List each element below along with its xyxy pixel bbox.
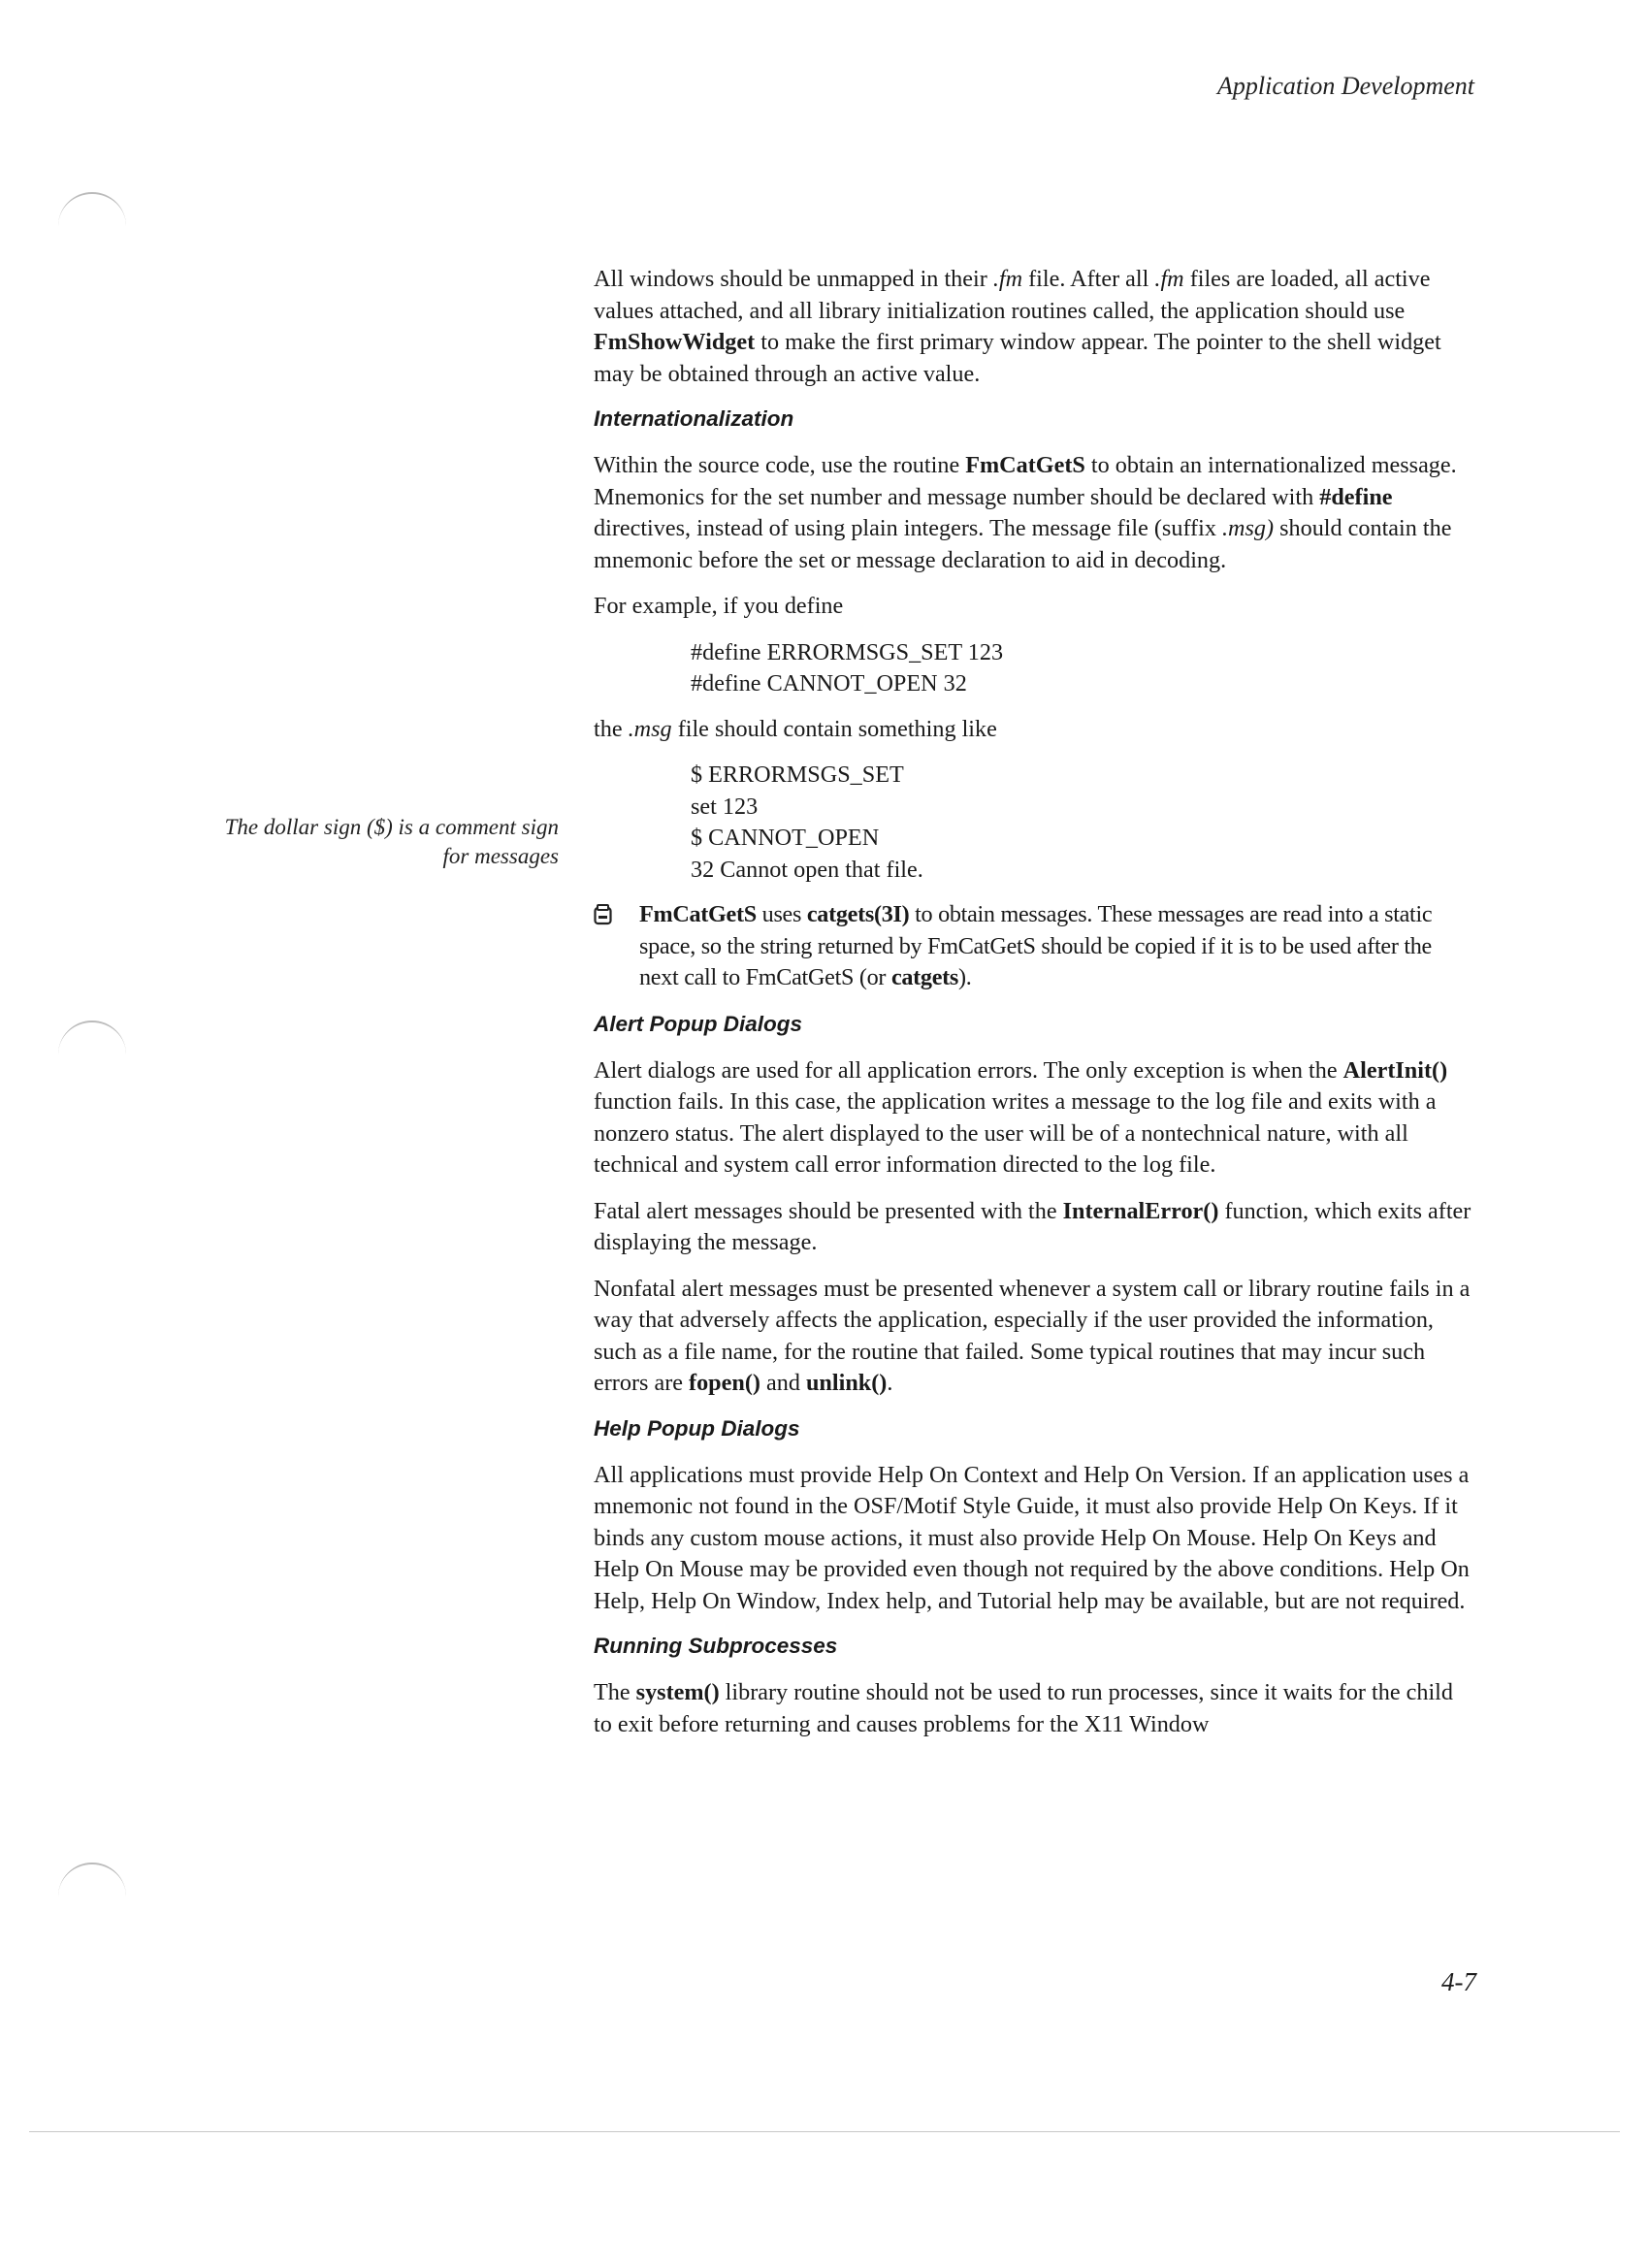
punch-hole-mark xyxy=(58,192,126,252)
i18n-paragraph: Within the source code, use the routine FmCatGetS to obtain an internationalized message. Mnemonics for the set number and message number should be declared with #define directives, instead of using plain integers. The message file (suffix .msg) should contain the mnemonic before the set or message declaration to aid in decoding. xyxy=(594,452,1457,573)
code-line: #define CANNOT_OPEN 32 xyxy=(691,670,967,697)
nonfatal-alert-paragraph: Nonfatal alert messages must be presented whenever a system call or library routine fails in a way that adversely affects the application, especially if the user provided the information, such as a file name, for the routine that failed. Some typical routines that may incur such errors are fopen() and unlink(). xyxy=(594,1275,1471,1396)
footer-rule xyxy=(29,2131,1620,2132)
section-heading-alert: Alert Popup Dialogs xyxy=(594,1011,803,1036)
page-number: 4-7 xyxy=(1441,1967,1476,1996)
section-heading-help: Help Popup Dialogs xyxy=(594,1415,800,1441)
note-text: FmCatGetS uses catgets(3I) to obtain messages. These messages are read into a static space, so the string returned by FmCatGetS should be copied if it is to be used after the next call to FmCatGetS (or catgets). xyxy=(639,901,1433,990)
note-icon xyxy=(594,899,639,994)
main-content xyxy=(594,264,1471,1755)
running-header: Application Development xyxy=(1217,72,1474,100)
msg-file-intro: the .msg file should contain something like xyxy=(594,715,997,742)
code-line: #define ERRORMSGS_SET 123 xyxy=(691,638,1004,665)
fatal-alert-paragraph: Fatal alert messages should be presented with the InternalError() function, which exits after displaying the message. xyxy=(594,1197,1471,1255)
intro-paragraph: All windows should be unmapped in their .fm file. After all .fm files are loaded, all active values attached, and all library initialization routines called, the application should use FmShowWidget to make the first primary window appear. The pointer to the shell widget may be obtained through an active value. xyxy=(594,266,1441,387)
code-line: $ ERRORMSGS_SET xyxy=(691,761,904,788)
subprocess-paragraph: The system() library routine should not be used to run processes, since it waits for the child to exit before returning and causes problems for the X11 Window xyxy=(594,1679,1453,1737)
code-block-define xyxy=(691,637,1471,700)
punch-hole-mark xyxy=(58,1863,126,1923)
code-line: 32 Cannot open that file. xyxy=(691,856,923,883)
code-block-msg xyxy=(691,760,1471,886)
code-line: set 123 xyxy=(691,793,759,820)
margin-note xyxy=(146,813,559,871)
section-heading-subprocesses: Running Subprocesses xyxy=(594,1634,838,1658)
help-paragraph: All applications must provide Help On Context and Help On Version. If an application uses a mnemonic not found in the OSF/Motif Style Guide, it must also provide Help On Keys. If it binds any custom mouse actions, it must also provide Help On Mouse. Help On Keys and Help On Mouse may be provided even though not required by the above conditions. Help On Help, Help On Window, Index help, and Tutorial help may be available, but are not required. xyxy=(594,1461,1470,1614)
margin-note-line: for messages xyxy=(442,844,559,868)
code-line: $ CANNOT_OPEN xyxy=(691,825,880,851)
example-intro: For example, if you define xyxy=(594,593,844,619)
punch-hole-mark xyxy=(58,1021,126,1081)
section-heading-internationalization: Internationalization xyxy=(594,406,794,431)
alert-paragraph: Alert dialogs are used for all application errors. The only exception is when the AlertInit() function fails. In this case, the application writes a message to the log file and exits with a nonzero status. The alert displayed to the user will be of a nontechnical nature, with all technical and system call error information directed to the log file. xyxy=(594,1056,1448,1178)
note-callout xyxy=(594,899,1471,994)
margin-note-line: The dollar sign ($) is a comment sign xyxy=(224,815,559,839)
